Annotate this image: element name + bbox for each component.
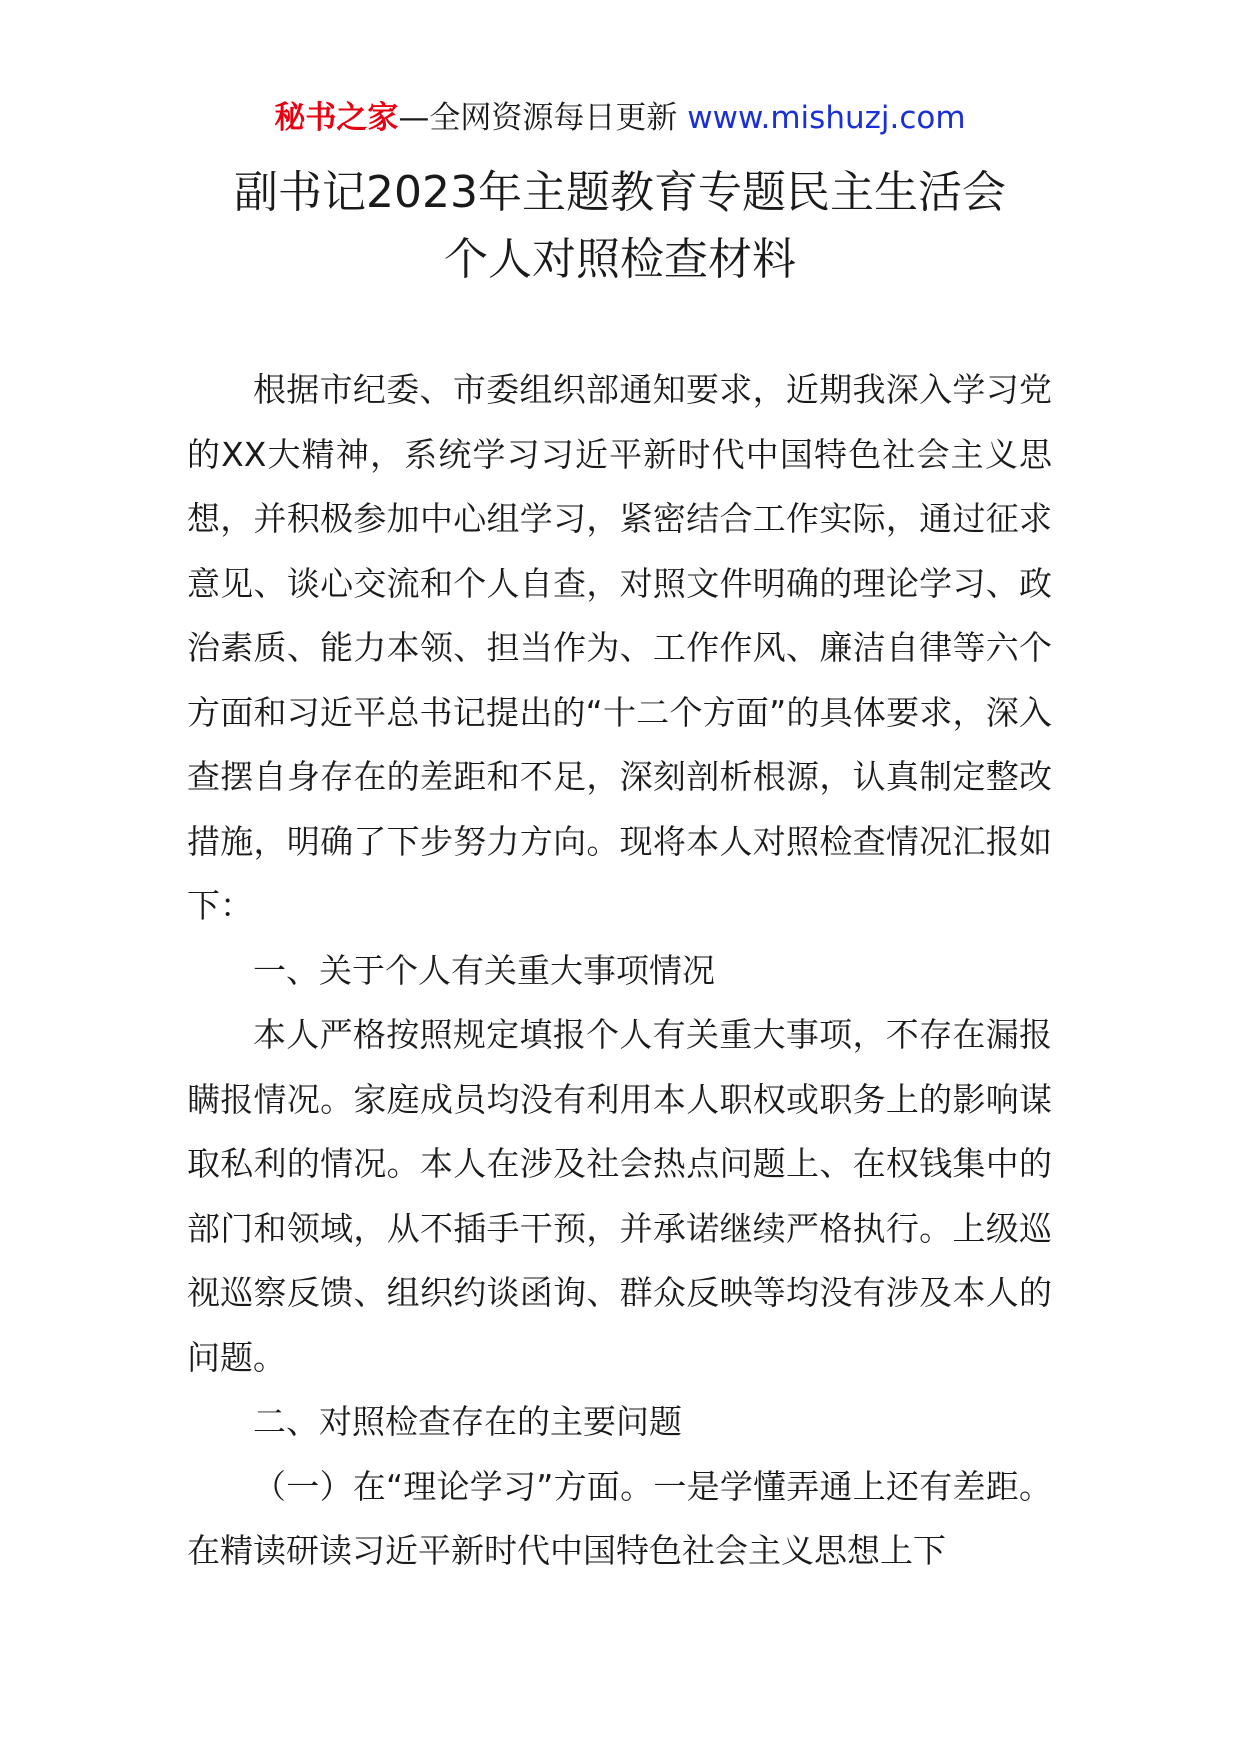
document-title-line-1: 副书记2023年主题教育专题民主生活会 [234, 167, 1006, 218]
brand-name: 秘书之家 [274, 100, 399, 136]
site-header [0, 98, 1240, 138]
site-url-link[interactable]: www.mishuzj.com [687, 100, 966, 136]
major-matters-paragraph: 本人严格按照规定填报个人有关重大事项，不存在漏报瞒报情况。家庭成员均没有利用本人职权或职务上的影响谋取私利的情况。本人在涉及社会热点问题上、在权钱集中的部门和领域，从不插手干预，并承诺继续严格执行。上级巡视巡察反馈、组织约谈函询、群众反映等均没有涉及本人的问题。 [187, 1015, 1052, 1377]
header-tagline: —全网资源每日更新 [398, 100, 688, 136]
section-heading-2: 二、对照检查存在的主要问题 [253, 1402, 682, 1441]
theory-study-paragraph: （一）在“理论学习”方面。一是学懂弄通上还有差距。在精读研读习近平新时代中国特色社会主义思想上下 [187, 1466, 1052, 1570]
section-heading-1: 一、关于个人有关重大事项情况 [253, 950, 715, 990]
intro-paragraph: 根据市纪委、市委组织部通知要求，近期我深入学习党的XX大精神，系统学习习近平新时代中国特色社会主义思想，并积极参加中心组学习，紧密结合工作实际，通过征求意见、谈心交流和个人自查，对照文件明确的理论学习、政治素质、能力本领、担当作为、工作作风、廉洁自律等六个方面和习近平总书记提出的“十二个方面”的具体要求，深入查摆自身存在的差距和不足，深刻剖析根源，认真制定整改措施，明确了下步努力方向。现将本人对照检查情况汇报如下： [187, 370, 1052, 925]
document-title-line-2: 个人对照检查材料 [444, 234, 796, 285]
document-body [187, 358, 1052, 1584]
